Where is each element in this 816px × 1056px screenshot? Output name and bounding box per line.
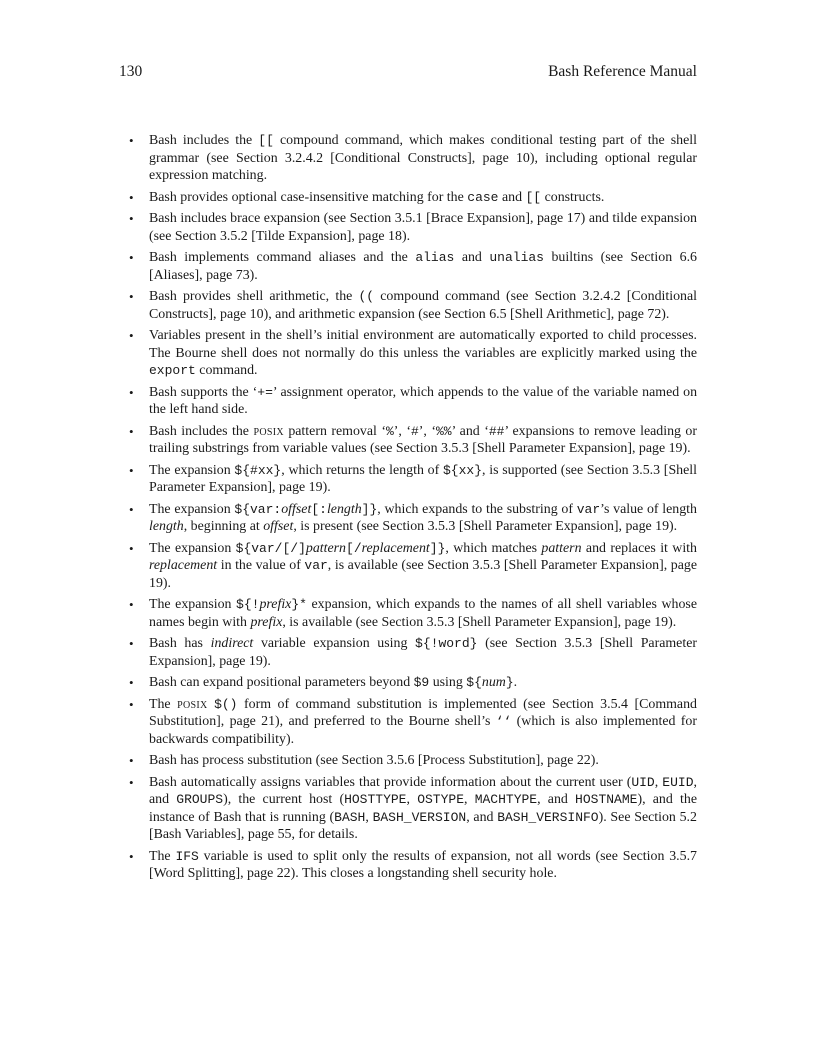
list-item (119, 423, 697, 458)
code-text: ]} (429, 540, 446, 556)
code-text: OSTYPE (417, 792, 464, 807)
smallcaps-text: posix (177, 696, 208, 712)
item-text: and (454, 250, 490, 265)
item-text: command. (195, 363, 258, 378)
bullet-icon: • (129, 675, 134, 690)
code-text: % (385, 423, 394, 439)
code-text: unalias (489, 250, 544, 265)
bullet-icon: • (129, 384, 134, 400)
item-text: (which is also implemented for backwards compatibility). (149, 714, 698, 747)
item-text: Bash includes the (149, 133, 259, 148)
item-text: ’s value of length (600, 501, 697, 517)
list-item (119, 752, 697, 770)
bullet-icon: • (129, 462, 134, 478)
code-text: $9 (413, 675, 430, 690)
code-text: ${xx} (442, 462, 482, 478)
item-text: and (498, 189, 526, 205)
list-item (119, 540, 697, 593)
item-text: and replaces it with (581, 540, 697, 556)
italic-text: pattern (305, 540, 347, 556)
item-text: ’ and ‘ (451, 423, 489, 439)
list-item (119, 774, 697, 844)
bullet-icon: • (129, 189, 134, 205)
code-text: BASH (334, 809, 366, 825)
code-text: EUID (662, 774, 694, 790)
item-text: compound command, which makes conditional testing part of the shell grammar (see Section 3.2.4.2 [Conditional Constructs], page 10), including optional regular expression matching. (149, 133, 697, 183)
code-text: var (576, 501, 601, 517)
item-text: compound command (see Section 3.2.4.2 [Conditional Constructs], page 10), and arithmetic expansion (see Section 6.5 [Shell Arithmetic], page 72). (149, 289, 698, 322)
italic-text: length (149, 519, 184, 534)
item-text: ’, ‘ (418, 423, 436, 439)
item-text: variable is used to split only the results of expansion, not all words (see Section 3.5.7 [Word Splitting], page 22). This closes a longstanding shell security hole. (149, 848, 697, 881)
bullet-icon: • (129, 636, 134, 651)
code-text: GROUPS (176, 792, 224, 807)
item-text: ), the current host ( (223, 792, 345, 807)
italic-text: prefix (250, 614, 283, 630)
code-text: UID (631, 774, 655, 790)
code-text: ${#xx} (234, 462, 282, 478)
list-item (119, 384, 697, 419)
item-text: Bash provides optional case-insensitive matching for the (149, 189, 468, 205)
item-text: Bash has (149, 636, 211, 651)
bullet-icon: • (129, 501, 134, 517)
italic-text: length (326, 501, 362, 517)
code-text: (( (358, 289, 375, 304)
bullet-icon: • (129, 540, 134, 556)
feature-list (119, 132, 697, 887)
item-text: , is available (see Section 3.5.3 [Shell Parameter Expansion], page 19). (149, 558, 697, 591)
item-text: builtins (see Section 6.6 [Aliases], page 73). (149, 250, 697, 283)
list-item (119, 288, 697, 323)
code-text: }* (291, 597, 307, 612)
item-text: Bash can expand positional parameters beyond (149, 675, 414, 690)
item-text: The expansion (149, 462, 235, 478)
code-text: %% (436, 423, 452, 439)
code-text: case (467, 189, 499, 205)
list-item (119, 210, 697, 245)
code-text: ${ (466, 675, 482, 690)
bullet-icon: • (129, 696, 134, 712)
code-text: BASH_VERSINFO (497, 809, 599, 825)
item-text: constructs. (541, 189, 605, 205)
item-text: (see Section 3.5.3 [Shell Parameter Expansion], page 19). (149, 636, 697, 669)
item-text: Bash implements command aliases and the (149, 250, 416, 265)
item-text: Bash includes the (149, 423, 254, 439)
code-text: BASH_VERSION (372, 809, 467, 825)
bullet-icon: • (129, 848, 134, 864)
item-text: , and (466, 809, 498, 825)
code-text: var (304, 558, 328, 573)
bullet-icon: • (129, 133, 134, 148)
italic-text: pattern (541, 540, 582, 556)
item-text: using (429, 675, 467, 690)
item-text: , which expands to the substring of (377, 501, 577, 517)
item-text: ’, ‘ (393, 423, 411, 439)
code-text: ‘‘ (495, 714, 512, 729)
code-text: ${! (236, 597, 260, 612)
code-text: ]} (361, 501, 378, 517)
code-text: ${var/[/] (235, 540, 306, 556)
item-text: ’ expansions to remove leading or trailing substrings from variable values (see Section 3.5.3 [Shell Parameter Expansion], page 19). (149, 423, 698, 456)
code-text: } (505, 675, 514, 690)
item-text: ’ assignment operator, which appends to the value of the variable named on the left hand side. (149, 384, 698, 417)
item-text: Bash automatically assigns variables that provide information about the current user ( (149, 774, 632, 790)
list-item (119, 462, 697, 497)
italic-text: offset (263, 519, 294, 534)
code-text: += (257, 384, 273, 400)
item-text: , is present (see Section 3.5.3 [Shell Parameter Expansion], page 19). (293, 519, 678, 534)
list-item (119, 696, 697, 749)
list-item (119, 674, 697, 692)
item-text: form of command substitution is implemented (see Section 3.5.4 [Command Substitution], page 21), and preferred to the Bourne shell’s (149, 696, 697, 729)
italic-text: offset (281, 501, 312, 517)
code-text: [/ (346, 540, 362, 556)
italic-text: prefix (259, 597, 292, 612)
item-text: The expansion (149, 501, 235, 517)
item-text: ). See Section 5.2 [Bash Variables], page 55, for details. (149, 809, 697, 842)
item-text: Bash includes brace expansion (see Section 3.5.1 [Brace Expansion], page 17) and tilde expansion (see Section 3.5.2 [Tilde Expansion], page 18). (149, 211, 697, 244)
item-text: variable expansion using (253, 636, 416, 651)
item-text: pattern removal ‘ (283, 423, 386, 439)
item-text: The (149, 696, 178, 712)
list-item (119, 501, 697, 536)
bullet-icon: • (129, 211, 134, 226)
bullet-icon: • (129, 774, 134, 790)
item-text: , which matches (445, 540, 542, 556)
item-text: Variables present in the shell’s initial environment are automatically exported to child processes. The Bourne shell does not normally do this unless the variables are explicitly marked using the (149, 328, 697, 361)
code-text: MACHTYPE (474, 792, 538, 807)
item-text: , (464, 792, 475, 807)
code-text: [: (311, 501, 327, 517)
code-text: ${!word} (415, 636, 478, 651)
code-text: ## (488, 423, 505, 439)
code-text: HOSTTYPE (344, 792, 407, 807)
item-text: , is available (see Section 3.5.3 [Shell Parameter Expansion], page 19). (282, 614, 677, 630)
item-text: Bash provides shell arithmetic, the (149, 289, 359, 304)
item-text: , beginning at (183, 519, 264, 534)
code-text: $() (214, 696, 238, 712)
italic-text: num (481, 675, 506, 690)
bullet-icon: • (129, 289, 134, 304)
list-item (119, 132, 697, 185)
smallcaps-text: posix (253, 423, 284, 439)
bullet-icon: • (129, 423, 134, 439)
item-text: ), and the instance of Bash that is running ( (149, 792, 697, 825)
list-item (119, 596, 697, 631)
italic-text: replacement (149, 558, 218, 573)
list-item (119, 848, 697, 883)
item-text: . (513, 675, 518, 690)
code-text: ${var: (234, 501, 282, 517)
item-text: , (654, 774, 663, 790)
italic-text: indirect (210, 636, 254, 651)
item-text: , and (537, 792, 576, 807)
page-header (119, 63, 697, 83)
item-text: Bash has process substitution (see Section 3.5.6 [Process Substitution], page 22). (149, 753, 599, 768)
code-text: [[ (525, 189, 542, 205)
bullet-icon: • (129, 250, 134, 265)
code-text: alias (415, 250, 455, 265)
item-text: , (365, 809, 373, 825)
item-text: , is supported (see Section 3.5.3 [Shell Parameter Expansion], page 19). (149, 462, 697, 495)
code-text: IFS (175, 848, 199, 864)
code-text: [[ (258, 133, 274, 148)
item-text: The (149, 848, 176, 864)
item-text: The expansion (149, 597, 237, 612)
item-text: The expansion (149, 540, 236, 556)
item-text: Bash supports the ‘ (149, 384, 258, 400)
code-text: export (149, 363, 196, 378)
running-title: Bash Reference Manual (548, 63, 697, 80)
bullet-icon: • (129, 753, 134, 768)
item-text: , and (149, 774, 697, 807)
list-item (119, 249, 697, 284)
bullet-icon: • (129, 328, 134, 343)
item-text: in the value of (217, 558, 305, 573)
item-text: expansion, which expands to the names of all shell variables whose names begin with (149, 597, 697, 630)
page-number: 130 (119, 63, 143, 80)
list-item (119, 189, 697, 207)
item-text: , which returns the length of (281, 462, 443, 478)
italic-text: replacement (361, 540, 430, 556)
item-text: , (406, 792, 418, 807)
code-text: # (410, 423, 419, 439)
bullet-icon: • (129, 597, 134, 612)
code-text: HOSTNAME (575, 792, 638, 807)
list-item (119, 327, 697, 380)
list-item (119, 635, 697, 670)
